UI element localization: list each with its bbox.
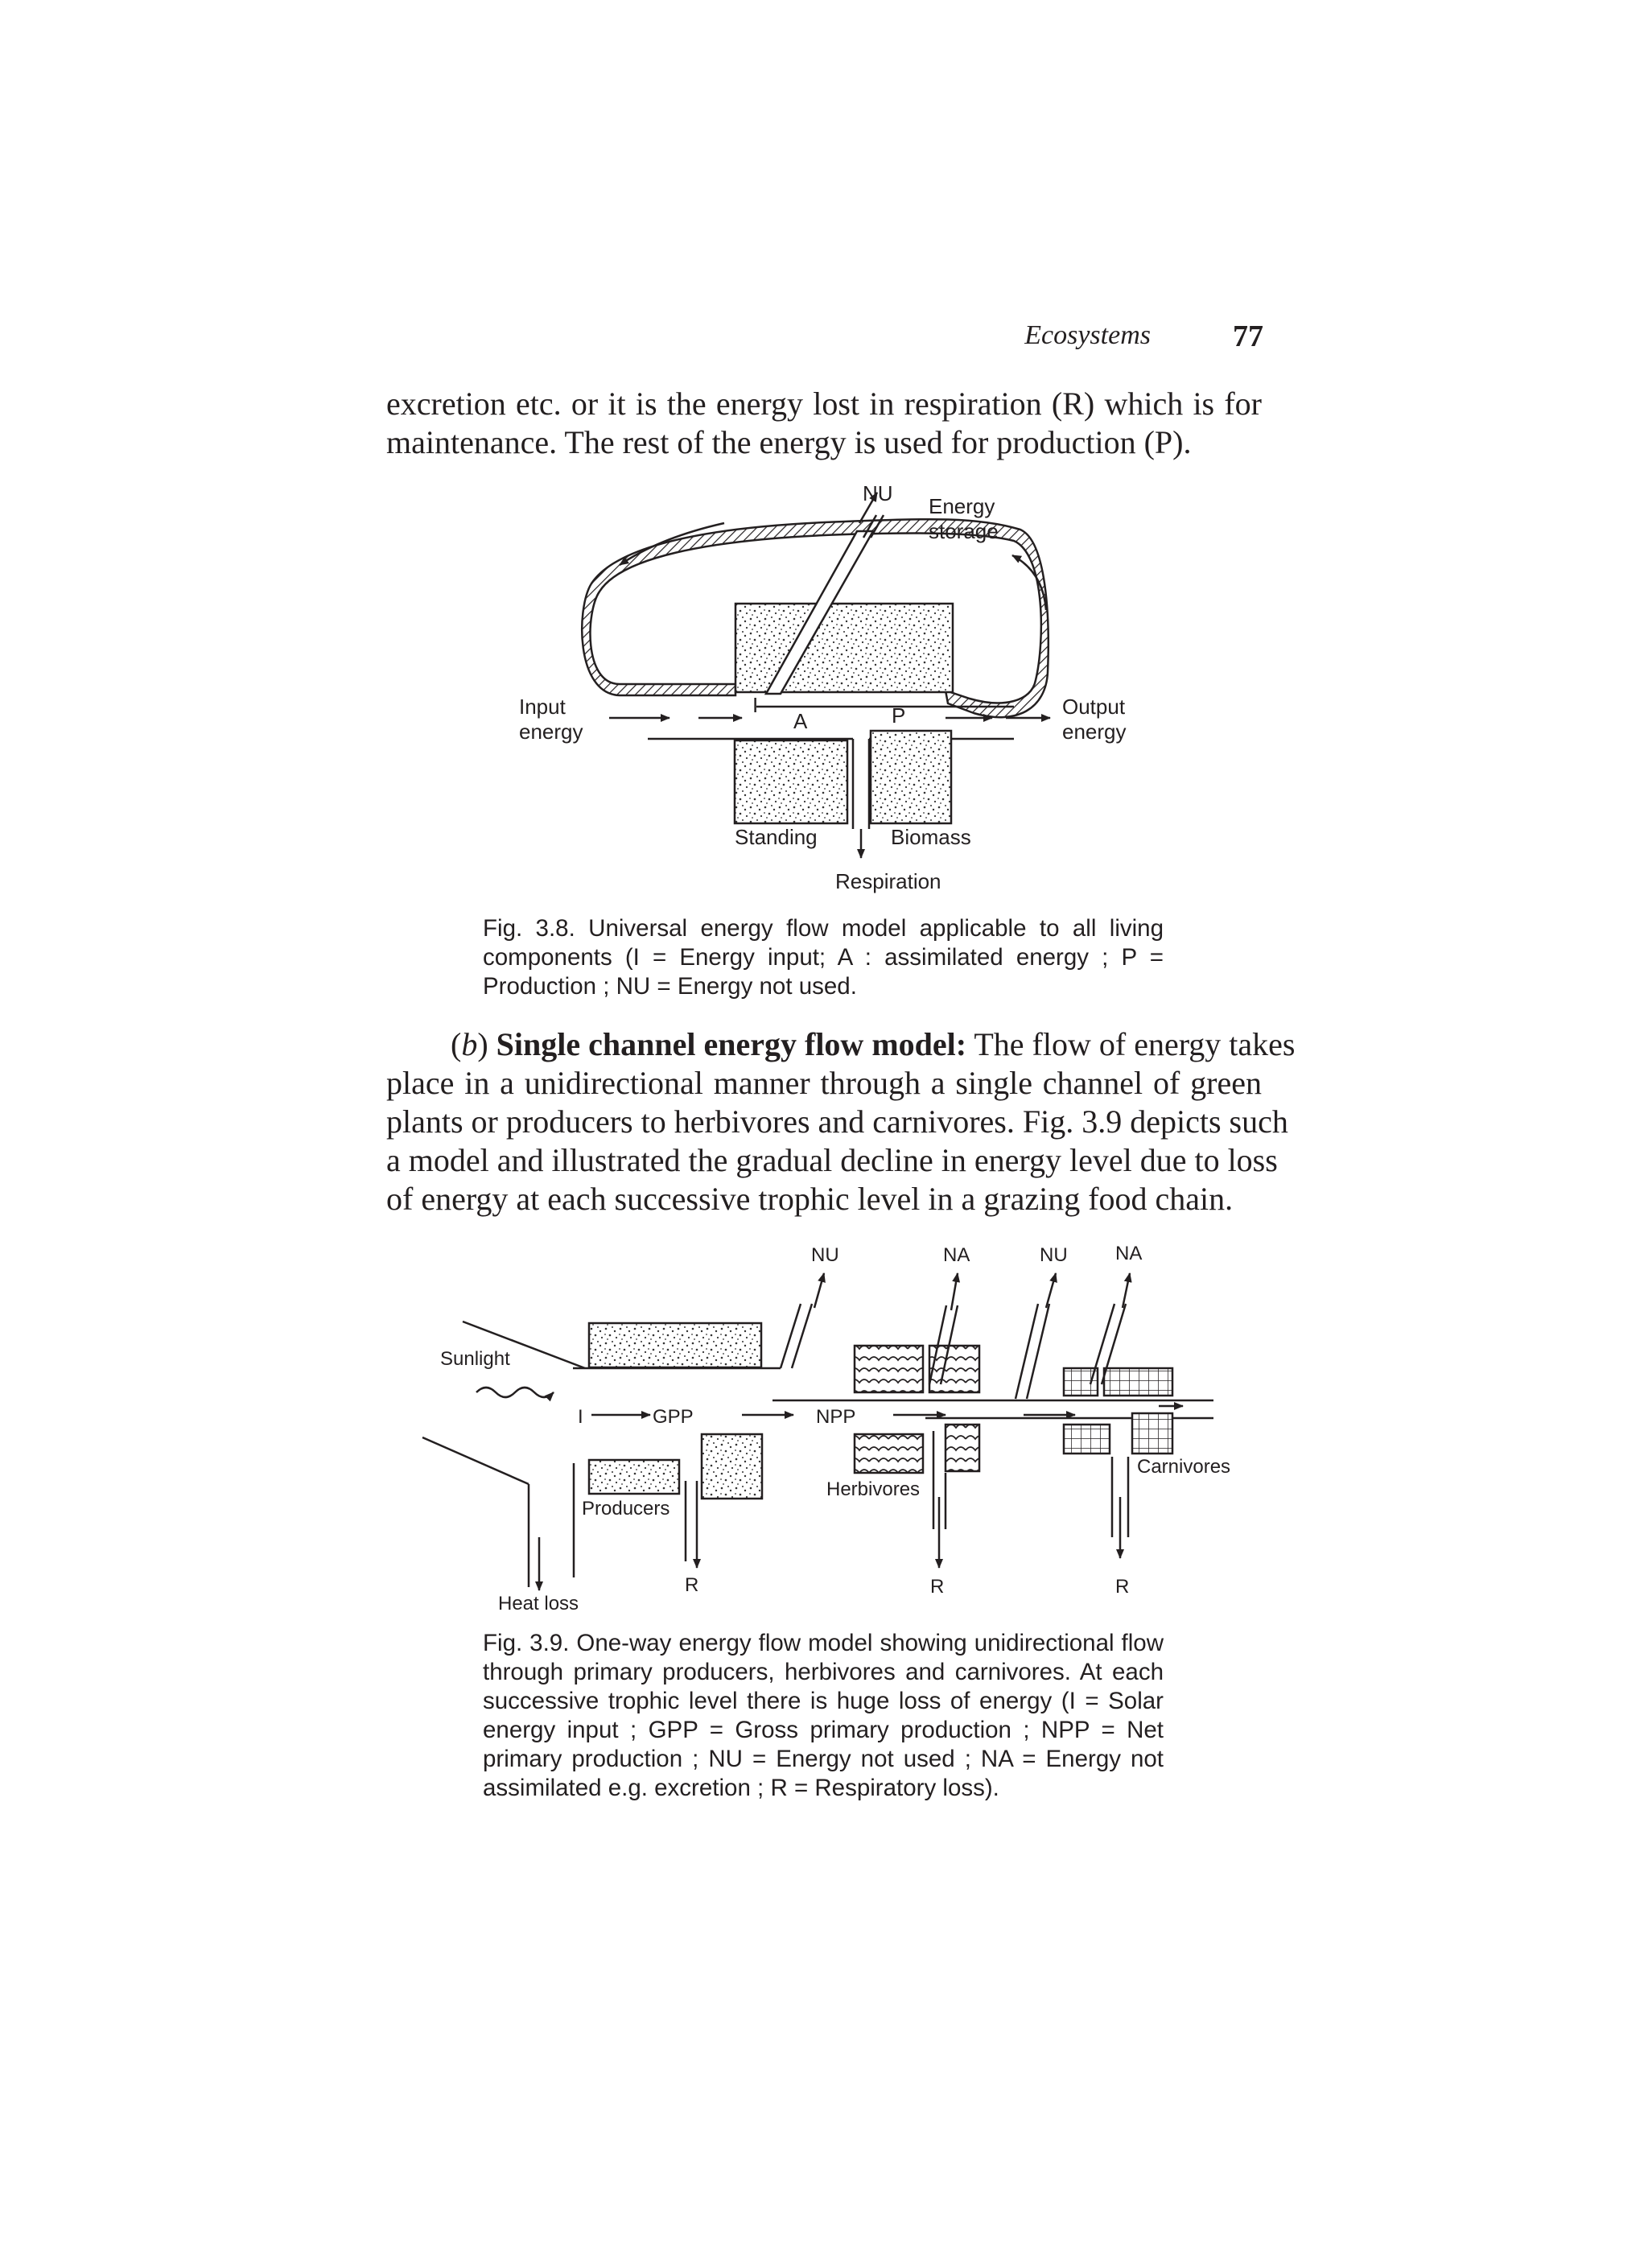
sunlight-beam-bottom bbox=[422, 1437, 529, 1484]
label-nu-2: NU bbox=[1040, 1244, 1068, 1266]
nu-arrow-1 bbox=[814, 1273, 824, 1308]
label-p: P bbox=[892, 703, 906, 728]
fig39-labels bbox=[440, 1243, 1230, 1614]
herbivores-box-bottom-right bbox=[946, 1425, 979, 1471]
label-nu-1: NU bbox=[811, 1244, 839, 1266]
assimilation-box bbox=[735, 604, 953, 692]
caption-line: successive trophic level there is huge loss of energy (I = Solar bbox=[483, 1688, 1164, 1714]
label-standing: Standing bbox=[735, 825, 818, 849]
label-na-2: NA bbox=[1115, 1243, 1143, 1264]
caption-line: energy input ; GPP = Gross primary production ; NPP = Net bbox=[483, 1717, 1164, 1743]
label-heat-loss: Heat loss bbox=[498, 1593, 579, 1614]
label-na-1: NA bbox=[943, 1244, 970, 1266]
paragraph-single-channel bbox=[386, 1025, 1296, 1219]
producers-box-bottom-right bbox=[702, 1434, 762, 1499]
paragraph-line: of energy at each successive trophic level in a grazing food chain. bbox=[386, 1181, 1234, 1217]
label-sunlight: Sunlight bbox=[440, 1348, 510, 1370]
caption-line: through primary producers, herbivores and carnivores. At each bbox=[483, 1659, 1164, 1685]
caption-line: Production ; NU = Energy not used. bbox=[483, 973, 857, 1000]
label-output-2: energy bbox=[1062, 720, 1127, 744]
sunlight-wave bbox=[476, 1388, 554, 1397]
label-carnivores: Carnivores bbox=[1137, 1456, 1231, 1478]
carnivores-box-bottom-right bbox=[1132, 1413, 1172, 1454]
fig38-diagram bbox=[582, 493, 1050, 858]
label-r-3: R bbox=[1115, 1576, 1130, 1598]
page-number: 77 bbox=[1233, 320, 1263, 353]
label-output-1: Output bbox=[1062, 695, 1126, 719]
standing-biomass-box-left bbox=[735, 740, 847, 823]
label-i: I bbox=[752, 693, 759, 717]
nu-channel-2 bbox=[1016, 1304, 1049, 1399]
caption-line: primary production ; NU = Energy not used ; NA = Energy not bbox=[483, 1746, 1164, 1772]
label-r-2: R bbox=[930, 1576, 945, 1598]
paragraph-line: excretion etc. or it is the energy lost in respiration (R) which is for bbox=[386, 386, 1262, 422]
figure-3-9-caption bbox=[483, 1629, 1164, 1803]
label-r-1: R bbox=[685, 1574, 699, 1596]
caption-line: assimilated e.g. excretion ; R = Respiratory loss). bbox=[483, 1775, 999, 1801]
caption-line: Fig. 3.9. One-way energy flow model showing unidirectional flow bbox=[483, 1630, 1164, 1656]
caption-line: components (I = Energy input; A : assimilated energy ; P = bbox=[483, 944, 1164, 971]
label-i: I bbox=[578, 1406, 583, 1428]
label-producers: Producers bbox=[582, 1498, 670, 1520]
label-npp: NPP bbox=[816, 1406, 856, 1428]
section-heading: Single channel energy flow model: bbox=[496, 1026, 967, 1062]
section-label: b bbox=[461, 1026, 478, 1062]
carnivores-box-top-left bbox=[1064, 1368, 1098, 1396]
paragraph-line: a model and illustrated the gradual decline in energy level due to loss bbox=[386, 1142, 1278, 1178]
carnivores-box-bottom-left bbox=[1064, 1425, 1110, 1454]
label-gpp: GPP bbox=[653, 1406, 694, 1428]
caption-line: Fig. 3.8. Universal energy flow model applicable to all living bbox=[483, 915, 1164, 942]
herbivores-box-top-left bbox=[855, 1346, 923, 1392]
label-a: A bbox=[793, 709, 808, 733]
na-arrow-2 bbox=[1123, 1273, 1130, 1308]
paragraph-line-first: (b) Single channel energy flow model: The flow of energy takes bbox=[451, 1026, 1296, 1062]
label-biomass: Biomass bbox=[891, 825, 971, 849]
label-energy-storage-2: storage bbox=[929, 519, 999, 543]
producers-box-top bbox=[589, 1323, 761, 1367]
paragraph-text: The flow of energy takes bbox=[974, 1026, 1296, 1062]
nu-arrow-2 bbox=[1046, 1273, 1056, 1308]
paragraph-line: plants or producers to herbivores and carnivores. Fig. 3.9 depicts such bbox=[386, 1103, 1288, 1140]
paragraph-line: place in a unidirectional manner through a single channel of green bbox=[386, 1065, 1262, 1101]
fig39-diagram bbox=[422, 1273, 1213, 1590]
label-nu: NU bbox=[863, 481, 893, 505]
carnivores-box-top-right bbox=[1104, 1368, 1172, 1396]
producers-box-bottom-left bbox=[589, 1460, 679, 1494]
figure-3-8-caption bbox=[483, 914, 1164, 1001]
running-title: Ecosystems bbox=[1024, 320, 1151, 350]
label-energy-storage-1: Energy bbox=[929, 494, 995, 518]
nu-channel-1 bbox=[781, 1304, 812, 1368]
label-input-2: energy bbox=[519, 720, 583, 744]
na-arrow-1 bbox=[951, 1273, 958, 1310]
standing-biomass-box-right bbox=[871, 731, 951, 823]
label-respiration: Respiration bbox=[835, 869, 941, 893]
label-herbivores: Herbivores bbox=[826, 1478, 921, 1500]
herbivores-box-bottom-left bbox=[855, 1434, 923, 1473]
label-input-1: Input bbox=[519, 695, 566, 719]
paragraph-line: maintenance. The rest of the energy is used for production (P). bbox=[386, 424, 1192, 460]
